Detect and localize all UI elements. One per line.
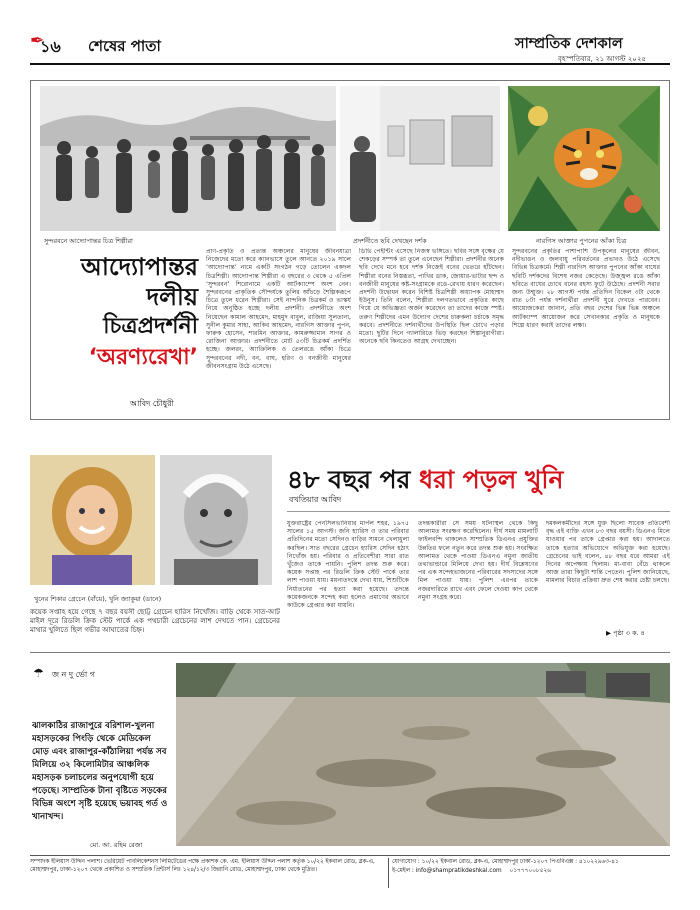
title-line-3: চিত্রপ্রদর্শনী: [103, 314, 198, 339]
gallery-photo-caption: প্রদর্শনীতে ছবি দেখছেন দর্শক: [353, 237, 427, 245]
group-photo-caption: সুন্দরবনে আদ্যোপান্তর চিত্র শিল্পীরা: [44, 237, 133, 245]
damaged-road-photo: [176, 663, 670, 846]
title-line-2: দলীয়: [146, 283, 198, 311]
jonodurvog-text: ঝালকাঠির রাজাপুরে বরিশাল-খুলনা মহাসড়কের পিংড়ি থেকে মেডিকেল মোড় এবং রাজাপুর-কাঁঠালিয়া পর্যন্ত সব মিলিয়ে ৩২ কিলোমিটার আঞ্চলিক মহাসড়ক চলাচলের অনুপযোগী হয়ে পড়েছে। সাম্প্রতিক টানা বৃষ্টিতে সড়কের বিভিন্ন অংশে সৃষ্টি হয়েছে ভয়াবহ গর্ত ও খানাখন্দ।: [32, 721, 168, 822]
page-number-badge: [30, 31, 86, 55]
exhibition-title: [50, 252, 198, 374]
headline-highlight: ধরা পড়ল খুনি: [419, 465, 564, 494]
exhibition-column-2: ডিভি পেইন্টিং এসেছে নিজস্ব ভঙ্গিতে। ছবির সঙ্গে বৃক্ষের যে শেকড়ের সম্পর্ক তা তুলে এনেছেন শিল্পীরা। প্রদর্শনীর অনেক ছবি দেখে মনে হবে দর্শক নিজেই বনের ভেতরে হাঁটছেন। শিল্পীরা বনের নিস্তব্ধতা, পাখির ডাক, জোয়ার-ভাটার ছন্দ ও বনজীবী মানুষের কষ্ট-সংগ্রামকে রঙে-রেখায় ধারণ করেছেন। প্রদর্শনী উদ্বোধন করেন বিশিষ্ট চিত্রশিল্পী অধ্যাপক মোহাম্মদ ইউনুস। তিনি বলেন, শিল্পীরা দলগতভাবে প্রকৃতির কাছে গিয়ে যে অভিজ্ঞতা অর্জন করেছেন তা তাদের কাজে স্পষ্ট। তরুণ শিল্পীদের এমন উদ্যোগ দেশের চারুকলা চর্চাকে সমৃদ্ধ করবে। প্রদর্শনীতে দর্শনার্থীদের উপস্থিতি ছিল চোখে পড়ার মতো। ছুটির দিনে গ্যালারিতে ভিড় করছেন শিল্পানুরাগীরা। অনেকে ছবি কিনতেও আগ্রহ দেখাচ্ছেন।: [359, 248, 504, 346]
section-name: শেষের পাতা: [88, 37, 161, 55]
jonodurvog-label: [33, 662, 95, 682]
headline-main: ৪৮ বছর পর: [287, 465, 420, 494]
murder-byline: বখতিয়ার আবিদ: [289, 495, 342, 504]
killer-photo: [160, 455, 272, 585]
tiger-painting-photo: [508, 86, 660, 231]
exhibition-column-3: সুন্দরবনের প্রকৃতির পাশাপাশি উপকূলের মানুষের জীবন, নদীভাঙন ও জলবায়ু পরিবর্তনের প্রভাবও উঠে এসেছে বিভিন্ন চিত্রকর্মে। শিল্পী নারগিস আক্তার পুপনের আঁকা বাঘের ছবিটি দর্শকদের বিশেষ নজর কেড়েছে। উজ্জ্বল রঙে আঁকা ছবিতে বাঘের চোখে বনের রহস্য ফুটে উঠেছে। প্রদর্শনী সবার জন্য উন্মুক্ত। ২৮ আগস্ট পর্যন্ত প্রতিদিন বিকেল ৩টা থেকে রাত ৮টা পর্যন্ত দর্শনার্থীরা প্রদর্শনী ঘুরে দেখতে পারবেন। আয়োজকেরা জানান, প্রতি বছর দেশের ভিন্ন ভিন্ন অঞ্চলে আর্টক্যাম্প আয়োজন করে সেখানকার প্রকৃতি ও মানুষকে শিল্পে ধারণ করাই তাদের লক্ষ্য।: [512, 248, 660, 329]
page-number: ১৬: [40, 37, 61, 56]
murder-headline-rule: [287, 511, 670, 512]
exhibition-author: আবিদ চৌধুরী: [130, 399, 174, 408]
murder-photo-caption: খুনের শিকার গ্রেচেন (বাঁয়ে), খুনি জ্যাকুয়া (ডানে): [34, 595, 162, 603]
section-rule: [30, 652, 670, 653]
title-line-1: আদ্যোপান্তর: [80, 253, 198, 281]
footer-imprint: সম্পাদক ইলিয়াস উদ্দিন পলাশ। ভেরিয়েট পাবলিকেশনস লিমিটেডের পক্ষে প্রকাশক কে. এম. ইলিয়াস উদ্দিন পলাশ কর্তৃক ১০/২২ ইকবাল রোড, ব্লক-এ, মোহাম্মদপুর, ঢাকা-১২০৭ থেকে প্রকাশিত ও সম্প্রতিক প্রিন্টার্স লিঃ ১২৪/১২/৩ জিরানি রোড, মোহাম্মদপুর, ঢাকা থেকে মুদ্রিত।: [30, 859, 375, 873]
triangle-right-icon: ▶: [606, 629, 614, 637]
gallery-visitor-photo: [340, 86, 500, 231]
email-label: ই-মেইল :: [392, 868, 416, 874]
paper-name: সাম্প্রতিক দেশকাল: [515, 36, 623, 52]
title-highlight: ‘অরণ্যরেখা’: [88, 345, 198, 370]
painting-caption: নারগিস আক্তার পুপনের আঁকা চিত্র: [536, 237, 627, 245]
jonodurvog-photographer: মো. আ. রহিম রেজা: [90, 841, 143, 849]
header-rule: [30, 63, 670, 65]
murder-column-3: দমকলকর্মীদের সঙ্গে যুক্ত ছিলো সাবেক প্রতিবেশী বৃদ্ধ এই ব্যক্তি এখন ৮৩ বছর বয়সী। ডিএনএ মিলে যাওয়ার পর তাকে গ্রেপ্তার করা হয়। আদালতে তাকে হত্যার অভিযোগে অভিযুক্ত করা হয়েছে। গ্রেচেনের ভাই বলেন, ৪৮ বছর ধরে আমরা এই দিনের অপেক্ষায় ছিলাম। মা-বাবা বেঁচে থাকলে আজ তারা কিছুটা শান্তি পেতেন। পুলিশ জানিয়েছে, মামলার বিচার প্রক্রিয়া দ্রুত শেষ করার চেষ্টা চলছে।: [546, 520, 670, 585]
pen-nib-icon: ✒: [30, 31, 45, 51]
email-link[interactable]: info@shampratikdeshkal.com: [415, 868, 502, 874]
footer-contact-line: [392, 867, 672, 876]
continue-jump[interactable]: [606, 628, 645, 639]
murder-column-2: তদন্তকারীরা সে সময় ঘটনাস্থল থেকে কিছু আলামত সংরক্ষণ করেছিলেন। দীর্ঘ সময় মামলাটি ফাইলবন্দি থাকলেও সাম্প্রতিক ডিএনএ প্রযুক্তির উন্নতির ফলে নতুন করে তদন্ত শুরু হয়। সংরক্ষিত আলামত থেকে পাওয়া ডিএনএ নমুনা জাতীয় তথ্যভান্ডারে মিলিয়ে দেখা হয়। দীর্ঘ বিশ্লেষণের পর এক সন্দেহভাজনের পরিবারের সদস্যদের সঙ্গে মিল পাওয়া যায়। পুলিশ এরপর তাকে নজরদারিতে রাখে এবং ফেলে দেওয়া কাপ থেকে নমুনা সংগ্রহ করে।: [418, 520, 538, 601]
murder-lede: কয়েক সপ্তাহ হয়ে গেছে ৭ বছর বয়সী ছোট্ট গ্রেচেন হারিস নিখোঁজ। বাড়ি থেকে সাত-আট মাইল দূরে রিডলি ক্রিক স্টেট পার্কে এক পথচারী গ্রেচেনের লাশ দেখতে পান। গ্রেচেনের মাথার খুলিতে ছিল গভীর আঘাতের চিহ্ন।: [30, 608, 280, 634]
jonodurvog-title: জ ন দু র্ভো গ: [51, 670, 95, 679]
footer-rule: [30, 855, 670, 856]
continue-label: পৃষ্ঠা ৩ ক. ৪: [613, 629, 645, 637]
footer-address: যোগাযোগ : ১০/২২ ইকবাল রোড, ব্লক-এ, মোহাম্মদপুর ঢাকা-১২০৭ পিএবিএক্স : ৪১০২২৯৬৩-৪১: [392, 859, 619, 865]
footer-divider: [388, 858, 389, 888]
artists-group-photo: [40, 86, 336, 231]
footer-contact: [392, 858, 672, 876]
exhibition-column-1: প্রাণ-প্রকৃতি ও প্রত্যন্ত অঞ্চলের মানুষের জীবনযাত্রা নিজেদের মতো করে ক্যানভাসে তুলে আনতে ২০১৯ সালে ‘আদ্যোপান্ত’ নামে একটি সংগঠন গড়ে তোলেন একদল চিত্রশিল্পী। আদ্যোপান্ত শিল্পীরা এ বছরের ৩ থেকে ৫ এপ্রিল ‘সুন্দরবন’ শিরোনামে একটি আর্টক্যাম্পে অংশ নেন। সুন্দরবনের প্রাকৃতিক সৌন্দর্যকে তুলির আঁচড়ে শৈল্পিকরূপে চিত্রে তুলে ধরেন শিল্পীরা। সেই নান্দনিক চিত্রকর্ম ও ভাস্কর্য নিয়ে অনুষ্ঠিত হচ্ছে দলীয় প্রদর্শনী। প্রদর্শনীতে অংশ নিয়েছেন কামাল আহমেদ, মাহমুদ বাবুল, রাজিয়া সুলতানা, সুনীল কুমার সাহা, আকিব আহমেদ, নারগিস আক্তার পুপন, ফারুক হোসেন, শারমিন আক্তার, কামরুজ্জামান সাগর ও রোজিনা আক্তার। প্রদর্শনীতে মোট ৫৩টি চিত্রকর্ম প্রদর্শিত হচ্ছে। জলরং, অ্যাক্রিলিক ও তেলরঙে আঁকা চিত্রে সুন্দরবনের নদী, বন, বাঘ, হরিণ ও বনজীবী মানুষের জীবনসংগ্রাম উঠে এসেছে।: [206, 248, 351, 370]
phone-number: ০১৭৭৭০০৮৫২৬: [509, 868, 551, 874]
issue-date: বৃহস্পতিবার, ২১ আগস্ট ২০২৫: [558, 55, 646, 63]
victim-photo: [30, 455, 155, 585]
murder-column-1: যুক্তরাষ্ট্রের পেনসিলভানিয়ার মার্পল শহর, ১৯৭৫ সালের ১৫ আগস্ট। জনি হ্যারিস ও তার পরিবার প্রতিদিনের মতো সেদিনও বাড়ির সামনে খেলাধুলা করছিল। সাত বছরের গ্রেচেন হ্যারিস সেদিন হঠাৎ নিখোঁজ হয়। পরিবার ও প্রতিবেশীরা সারা রাত খুঁজেও তাকে পায়নি। পুলিশ তদন্ত শুরু করে। কয়েক সপ্তাহ পর রিডলি ক্রিক স্টেট পার্কে তার লাশ পাওয়া যায়। ময়নাতদন্তে দেখা যায়, শিশুটিকে নির্যাতনের পর হত্যা করা হয়েছে। তদন্তে কয়েকজনকে সন্দেহ করা হলেও প্রমাণের অভাবে কাউকে গ্রেপ্তার করা যায়নি।: [287, 520, 409, 610]
person-umbrella-icon: ☂: [33, 666, 44, 680]
